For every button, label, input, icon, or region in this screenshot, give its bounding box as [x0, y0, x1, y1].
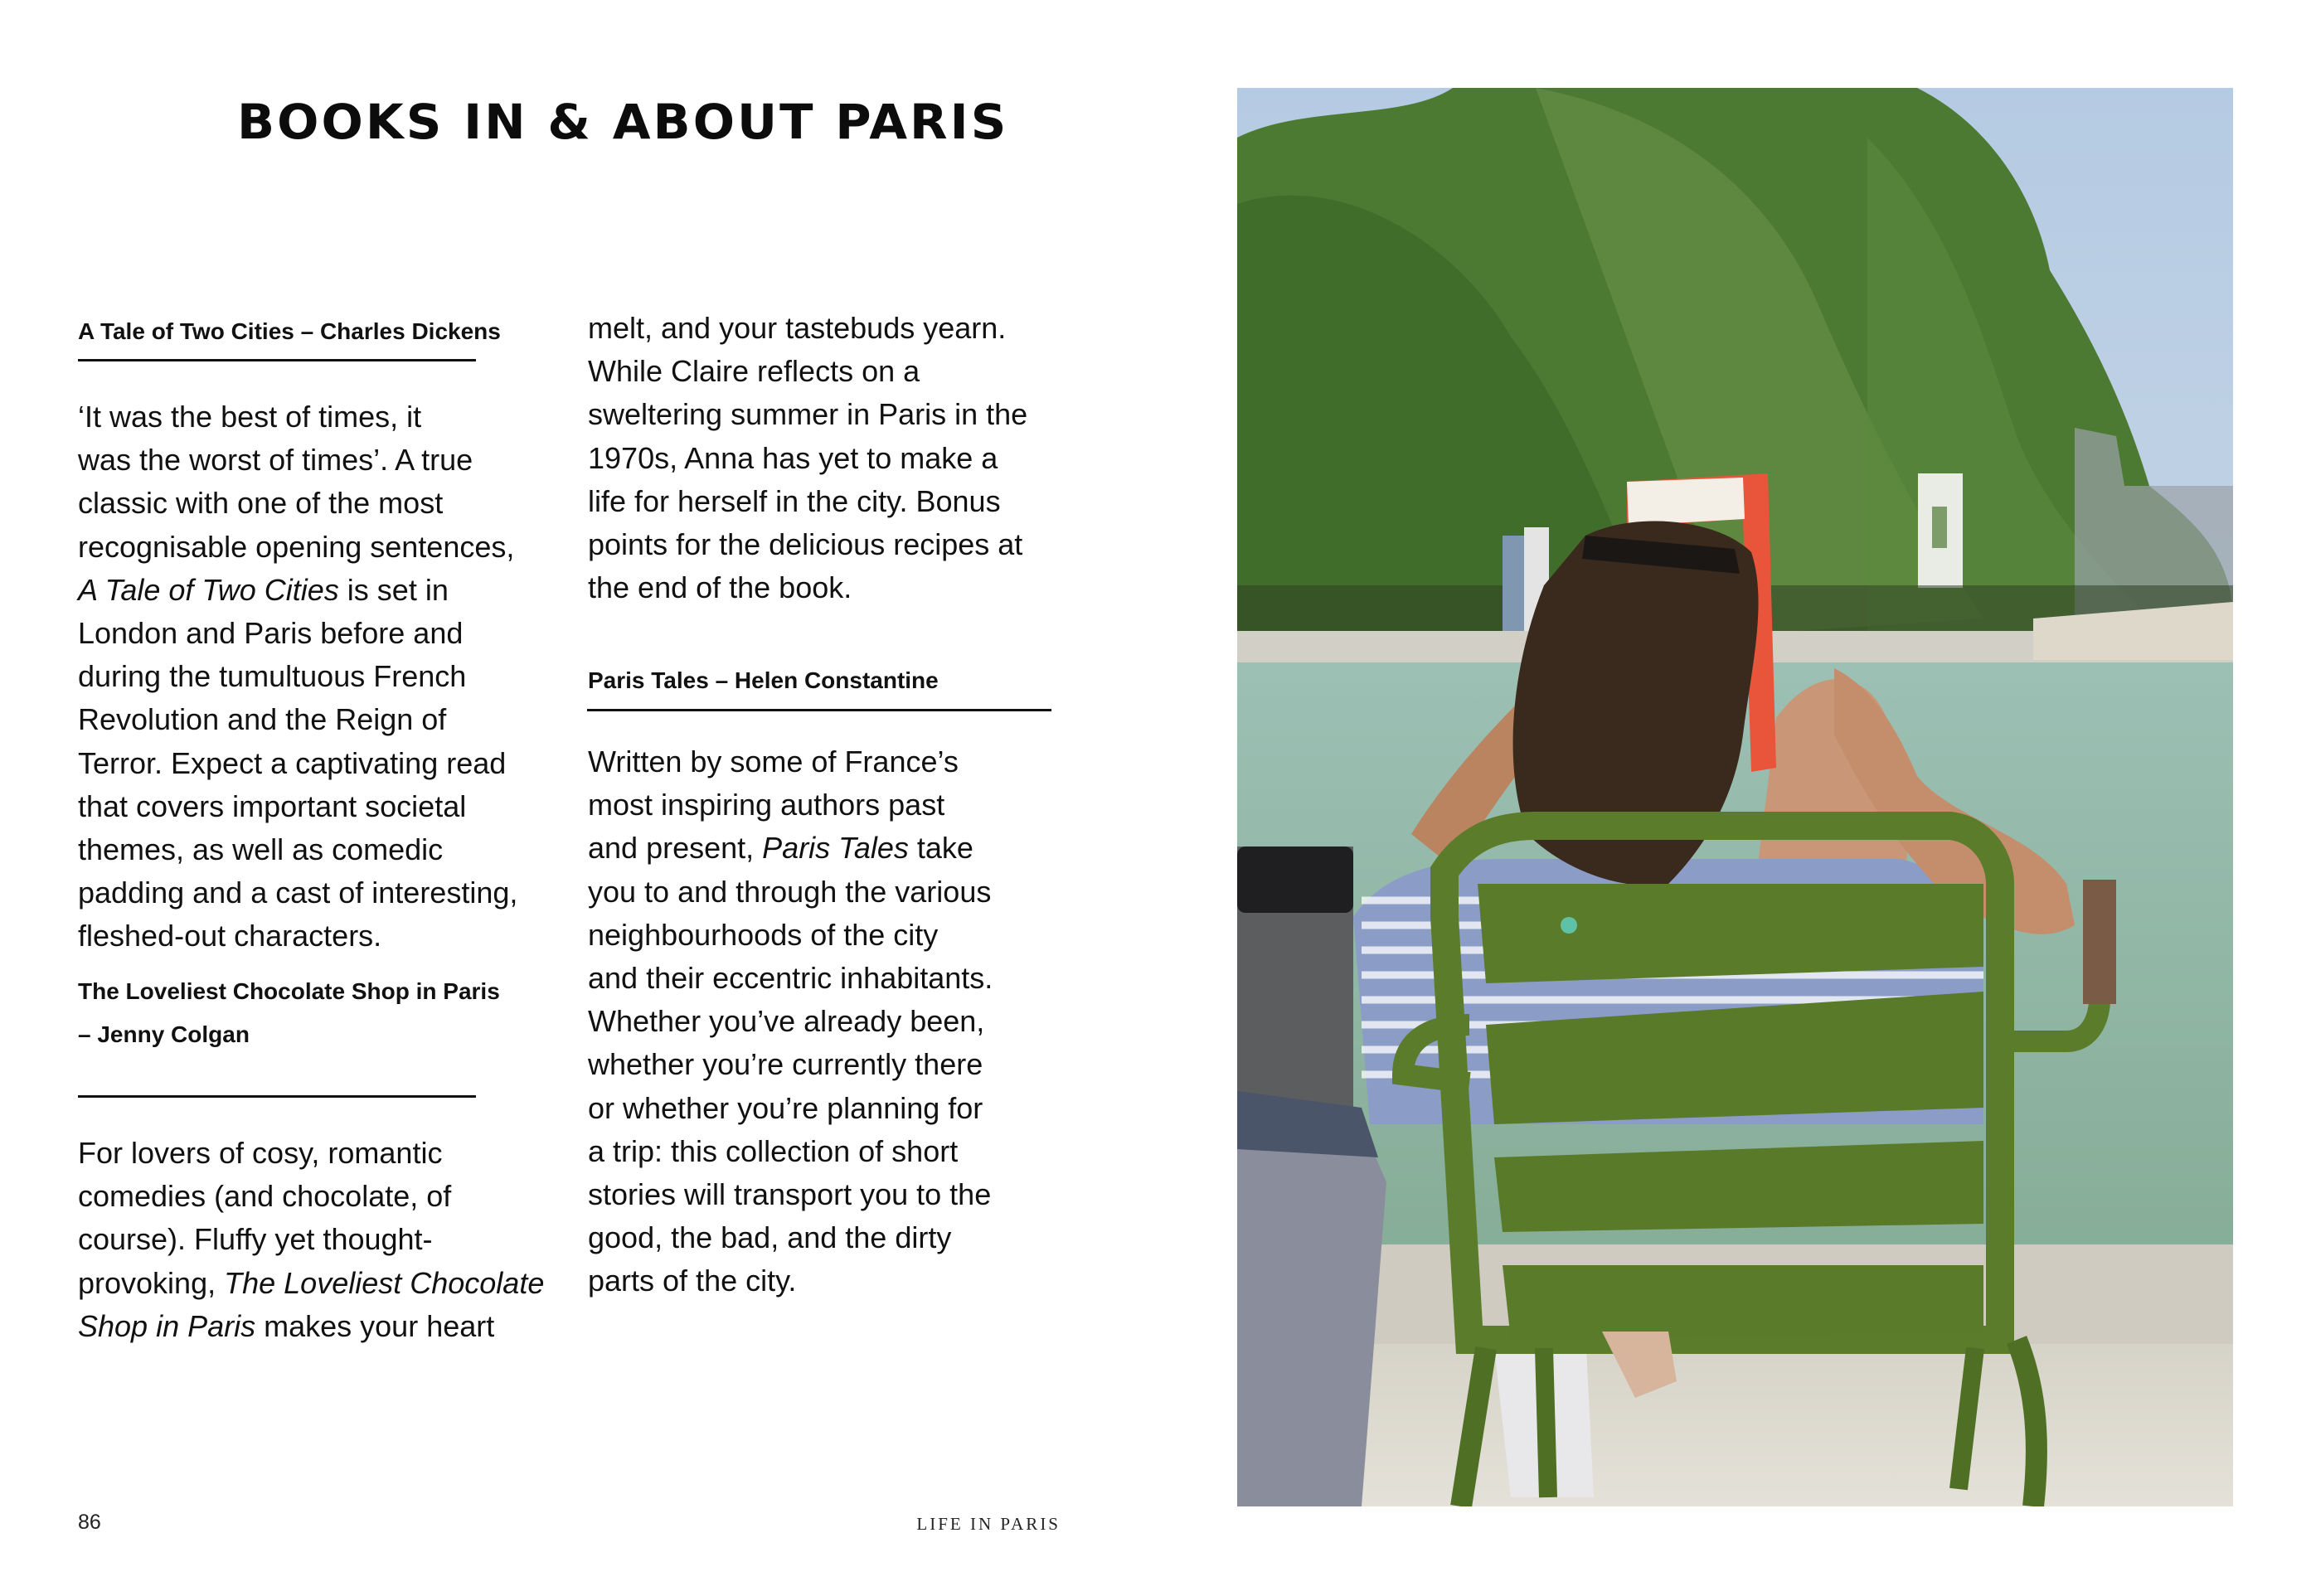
body-line: and their eccentric inhabitants.: [588, 961, 993, 996]
book-description-loveliest-chocolate-shop: [78, 1132, 544, 1348]
body-line: course). Fluffy yet thought-: [78, 1222, 433, 1257]
body-line: life for herself in the city. Bonus: [588, 483, 1001, 518]
heading-rule: [78, 359, 476, 361]
body-line: While Claire reflects on a: [588, 354, 920, 389]
body-line: classic with one of the most: [78, 486, 444, 521]
body-line: neighbourhoods of the city: [588, 917, 939, 952]
book-description-paris-tales: [588, 740, 993, 1303]
body-line: For lovers of cosy, romantic: [78, 1136, 443, 1170]
page-title: BOOKS IN & ABOUT PARIS: [237, 94, 1009, 150]
body-line: Revolution and the Reign of: [78, 702, 447, 737]
body-line: that covers important societal: [78, 788, 467, 823]
book-description-tale-of-two-cities: [78, 395, 517, 958]
body-line: recognisable opening sentences,: [78, 529, 515, 564]
body-line: ‘It was the best of times, it: [78, 400, 422, 434]
body-line: 1970s, Anna has yet to make a: [588, 440, 998, 475]
body-line: Written by some of France’s: [588, 745, 959, 779]
body-line: most inspiring authors past: [588, 788, 945, 822]
book-title-italic: A Tale of Two Cities: [78, 572, 339, 607]
body-line: Shop in Paris makes your heart: [78, 1308, 495, 1343]
body-line: and present, Paris Tales take: [588, 831, 973, 866]
heading-line: The Loveliest Chocolate Shop in Paris: [78, 978, 500, 1004]
body-line: parts of the city.: [588, 1264, 797, 1298]
body-line: during the tumultuous French: [78, 659, 467, 694]
body-line: whether you’re currently there: [588, 1047, 983, 1082]
body-line: you to and through the various: [588, 874, 992, 909]
heading-rule: [78, 1095, 476, 1098]
body-line: the end of the book.: [588, 570, 852, 605]
body-line: a trip: this collection of short: [588, 1133, 959, 1168]
body-line: Terror. Expect a captivating read: [78, 745, 507, 780]
body-line: fleshed-out characters.: [78, 919, 382, 953]
book-title-italic: Paris Tales: [762, 831, 909, 866]
running-footer: LIFE IN PARIS: [916, 1514, 1061, 1534]
body-line: stories will transport you to the: [588, 1177, 992, 1212]
body-line: points for the delicious recipes at: [588, 527, 1023, 562]
page-number: 86: [78, 1511, 101, 1534]
body-line: comedies (and chocolate, of: [78, 1179, 452, 1214]
body-line: melt, and your tastebuds yearn.: [588, 311, 1007, 345]
body-line: padding and a cast of interesting,: [78, 876, 518, 910]
photo-woman-reading-in-park-chair: [1237, 88, 2233, 1506]
heading-rule: [587, 709, 1051, 711]
body-line: A Tale of Two Cities is set in: [78, 572, 449, 607]
book-description-loveliest-chocolate-shop-continued: [588, 307, 1027, 609]
book-heading-loveliest-chocolate-shop: [78, 970, 500, 1056]
body-line: sweltering summer in Paris in the: [588, 397, 1028, 432]
body-line: London and Paris before and: [78, 616, 464, 651]
body-line: good, the bad, and the dirty: [588, 1220, 952, 1255]
book-heading-paris-tales: Paris Tales – Helen Constantine: [588, 667, 939, 693]
book-title-italic: The Loveliest Chocolate: [224, 1265, 545, 1300]
body-line: was the worst of times’. A true: [78, 443, 473, 478]
book-title-italic: Shop in Paris: [78, 1308, 256, 1343]
body-line: Whether you’ve already been,: [588, 1004, 985, 1039]
body-line: or whether you’re planning for: [588, 1090, 983, 1125]
body-line: provoking, The Loveliest Chocolate: [78, 1265, 545, 1300]
heading-line: – Jenny Colgan: [78, 1021, 250, 1047]
body-line: themes, as well as comedic: [78, 832, 444, 867]
book-heading-tale-of-two-cities: A Tale of Two Cities – Charles Dickens: [78, 318, 501, 344]
photo-illustration: [1237, 88, 2233, 1506]
